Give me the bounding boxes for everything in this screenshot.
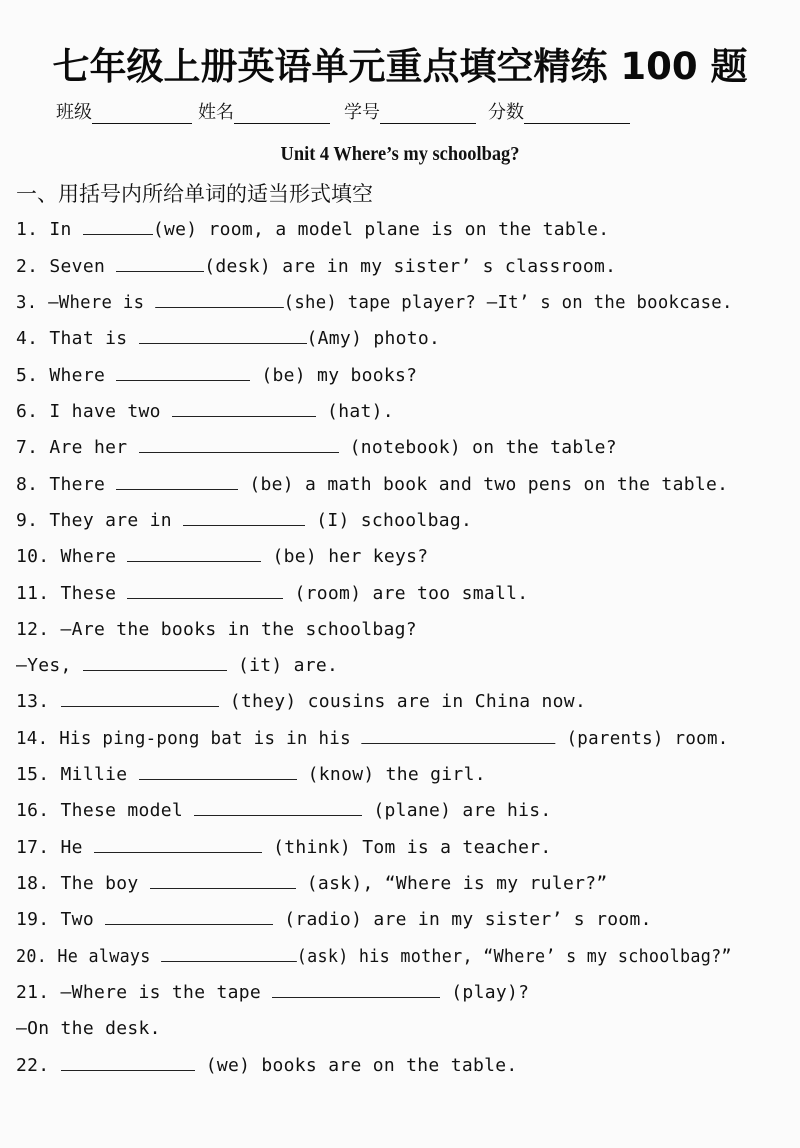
section-heading: 一、用括号内所给单词的适当形式填空 bbox=[16, 182, 373, 206]
answer-blank[interactable] bbox=[105, 910, 273, 925]
answer-blank[interactable] bbox=[83, 220, 153, 235]
answer-blank[interactable] bbox=[139, 438, 339, 453]
answer-blank[interactable] bbox=[150, 874, 296, 889]
class-label: 班级 bbox=[56, 102, 92, 123]
question-20: 20. He always (ask) his mother, “Where’ s my schoolbag?” bbox=[16, 946, 732, 967]
student-id-label: 学号 bbox=[344, 102, 380, 123]
question-9: 9. They are in (I) schoolbag. bbox=[16, 510, 473, 531]
question-4: 4. That is (Amy) photo. bbox=[16, 328, 441, 349]
class-field[interactable] bbox=[92, 105, 192, 124]
answer-blank[interactable] bbox=[94, 838, 262, 853]
answer-blank[interactable] bbox=[61, 1056, 195, 1071]
answer-blank[interactable] bbox=[127, 547, 261, 562]
answer-blank[interactable] bbox=[172, 402, 316, 417]
answer-blank[interactable] bbox=[161, 947, 297, 962]
student-info-row bbox=[56, 98, 636, 124]
question-1: 1. In (we) room, a model plane is on the table. bbox=[16, 219, 610, 240]
question-18: 18. The boy (ask), “Where is my ruler?” bbox=[16, 873, 608, 894]
question-2: 2. Seven (desk) are in my sister’ s classroom. bbox=[16, 256, 617, 277]
question-14: 14. His ping-pong bat is in his (parents) room. bbox=[16, 728, 729, 749]
question-11: 11. These (room) are too small. bbox=[16, 583, 529, 604]
answer-blank[interactable] bbox=[155, 293, 284, 308]
question-3: 3. —Where is (she) tape player? —It’ s on the bookcase. bbox=[16, 292, 733, 313]
question-7: 7. Are her (notebook) on the table? bbox=[16, 437, 617, 458]
student-id-field[interactable] bbox=[380, 105, 476, 124]
answer-blank[interactable] bbox=[139, 765, 297, 780]
question-21: 21. —Where is the tape (play)? bbox=[16, 982, 530, 1003]
question-12: 12. —Are the books in the schoolbag? bbox=[16, 619, 417, 640]
answer-blank[interactable] bbox=[61, 692, 219, 707]
answer-blank[interactable] bbox=[116, 475, 238, 490]
answer-blank[interactable] bbox=[194, 801, 362, 816]
answer-blank[interactable] bbox=[83, 656, 227, 671]
question-13: 13. (they) cousins are in China now. bbox=[16, 691, 587, 712]
answer-blank[interactable] bbox=[272, 983, 440, 998]
answer-blank[interactable] bbox=[183, 511, 305, 526]
answer-blank[interactable] bbox=[362, 729, 556, 744]
score-field[interactable] bbox=[524, 105, 630, 124]
answer-blank[interactable] bbox=[127, 584, 283, 599]
question-21-answer: —On the desk. bbox=[16, 1018, 161, 1039]
question-5: 5. Where (be) my books? bbox=[16, 365, 418, 386]
answer-blank[interactable] bbox=[116, 257, 204, 272]
question-8: 8. There (be) a math book and two pens on the table. bbox=[16, 474, 729, 495]
question-12-answer: —Yes, (it) are. bbox=[16, 655, 339, 676]
name-field[interactable] bbox=[234, 105, 330, 124]
question-10: 10. Where (be) her keys? bbox=[16, 546, 429, 567]
answer-blank[interactable] bbox=[116, 366, 250, 381]
score-label: 分数 bbox=[488, 102, 524, 123]
answer-blank[interactable] bbox=[139, 329, 307, 344]
question-22: 22. (we) books are on the table. bbox=[16, 1055, 518, 1076]
worksheet-title: 七年级上册英语单元重点填空精练 100 题 bbox=[52, 45, 748, 88]
question-17: 17. He (think) Tom is a teacher. bbox=[16, 837, 552, 858]
question-6: 6. I have two (hat). bbox=[16, 401, 394, 422]
question-19: 19. Two (radio) are in my sister’ s room. bbox=[16, 909, 652, 930]
unit-title: Unit 4 Where’s my schoolbag? bbox=[280, 143, 520, 165]
question-16: 16. These model (plane) are his. bbox=[16, 800, 552, 821]
name-label: 姓名 bbox=[198, 102, 234, 123]
question-15: 15. Millie (know) the girl. bbox=[16, 764, 486, 785]
